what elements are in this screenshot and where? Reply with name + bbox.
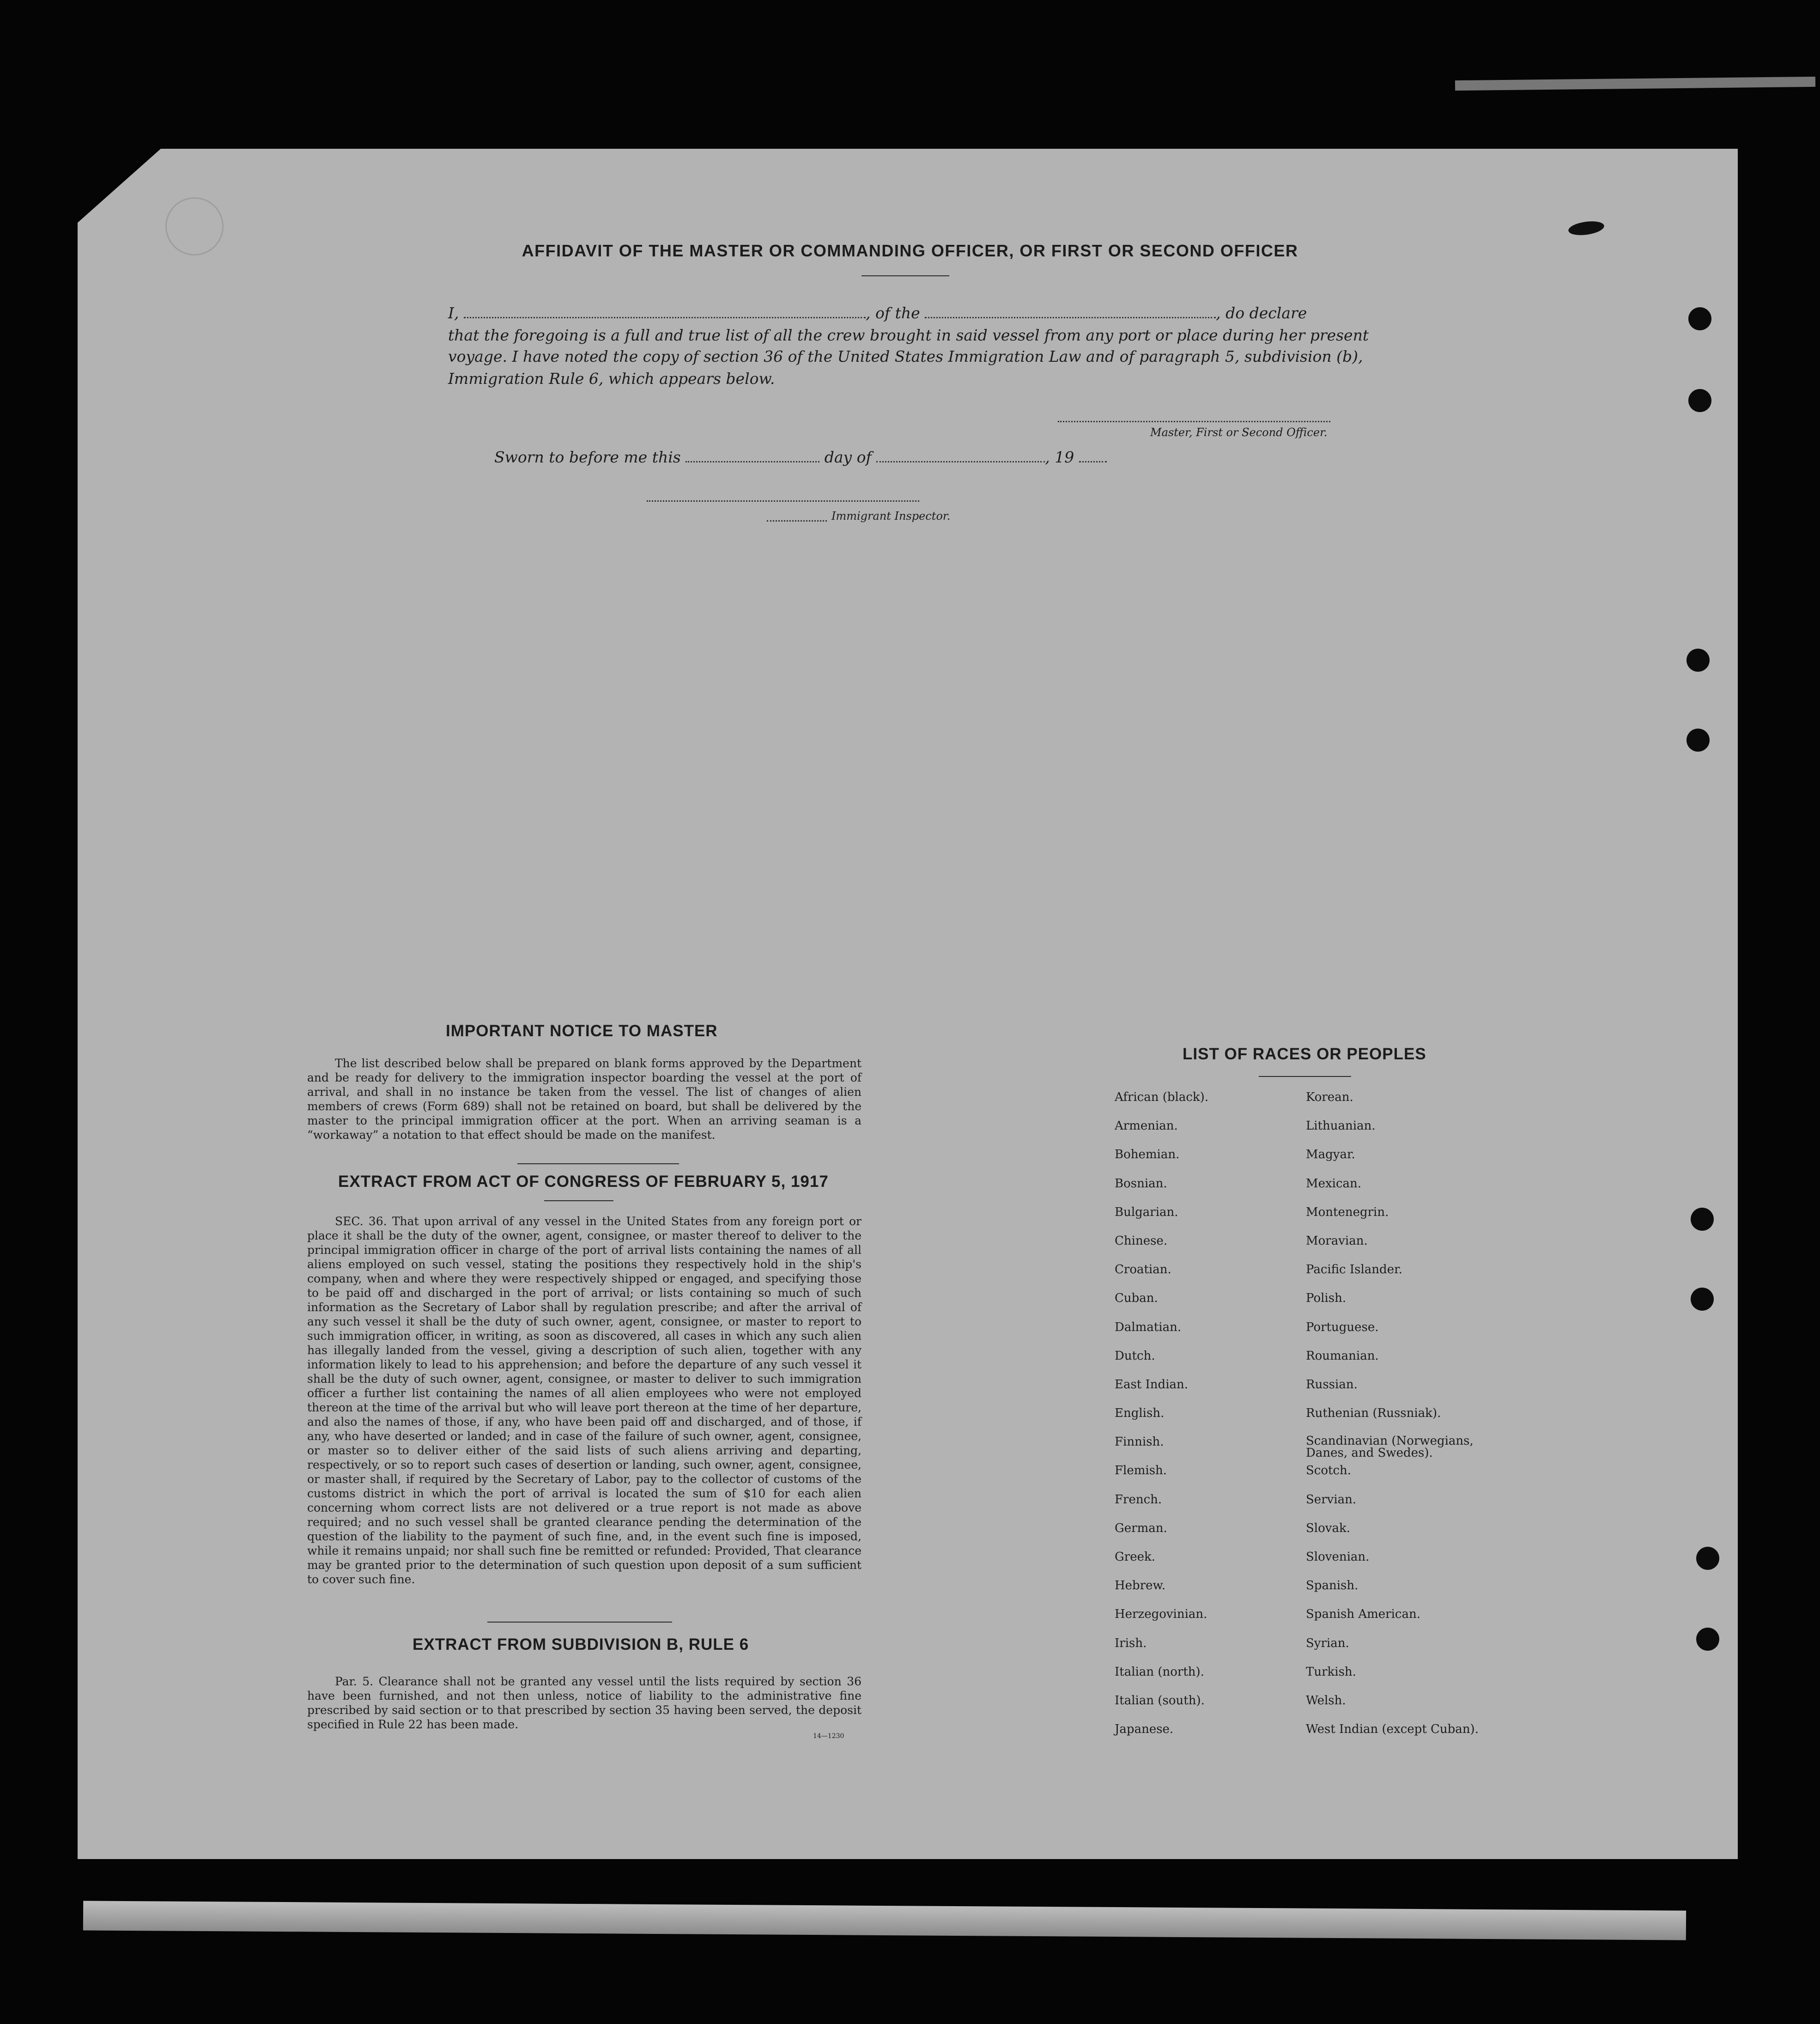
race-item: Greek. [1115,1550,1155,1564]
scan-edge-strip-bottom [83,1901,1686,1940]
affidavit-line-1 [448,304,1363,322]
sworn-line [494,448,1409,466]
race-item: Spanish. [1306,1579,1359,1593]
scan-edge-strip-top [1455,77,1815,91]
inspector-signature-field[interactable] [647,500,919,502]
races-underline [1259,1076,1351,1077]
race-item: Roumanian. [1306,1349,1379,1363]
races-right-column [1306,1090,1486,1751]
race-item: East Indian. [1115,1377,1189,1392]
race-item: Turkish. [1306,1665,1356,1679]
race-item: Flemish. [1115,1464,1167,1478]
of-the-label: , of the [866,304,920,322]
notice-heading: IMPORTANT NOTICE TO MASTER [446,1022,718,1040]
form-number: 14—1230 [813,1732,844,1740]
race-item: Spanish American. [1306,1607,1421,1622]
race-item: Italian (north). [1115,1665,1204,1679]
race-item: French. [1115,1492,1162,1507]
race-item: English. [1115,1406,1165,1421]
affidavit-line-2: that the foregoing is a full and true list of all the crew brought in said vessel from any port or place during her present [448,326,1369,344]
race-item: Slovak. [1306,1521,1350,1535]
races-left-column [1115,1090,1208,1751]
race-item: Russian. [1306,1377,1358,1392]
race-item: German. [1115,1521,1167,1535]
race-item: Finnish. [1115,1435,1164,1449]
sworn-day-field[interactable] [686,461,819,462]
affidavit-title: AFFIDAVIT OF THE MASTER OR COMMANDING OFFICER, OR FIRST OR SECOND OFFICER [522,241,1298,260]
act-divider [487,1622,672,1623]
race-item: Hebrew. [1115,1579,1165,1593]
race-item: Ruthenian (Russniak). [1306,1406,1441,1421]
affidavit-line-3: voyage. I have noted the copy of section 36 of the United States Immigration Law and of paragraph 5, subdivision (b), [448,347,1363,365]
race-item: Mexican. [1306,1176,1362,1191]
race-item: Chinese. [1115,1234,1168,1248]
ink-blot [1567,219,1605,237]
race-item: Armenian. [1115,1119,1178,1133]
race-item: Servian. [1306,1492,1357,1507]
punch-hole-7 [1696,1547,1719,1570]
sworn-day-label: day of [824,448,872,466]
race-item: Montenegrin. [1306,1205,1389,1219]
race-item: Irish. [1115,1636,1147,1650]
race-item: Korean. [1306,1090,1353,1104]
punch-hole-1 [1688,307,1711,330]
race-item: Slovenian. [1306,1550,1370,1564]
race-item: Pacific Islander. [1306,1263,1402,1277]
sworn-month-field[interactable] [876,461,1045,462]
race-item: Croatian. [1115,1263,1171,1277]
race-item: Italian (south). [1115,1693,1205,1708]
rule-body: Par. 5. Clearance shall not be granted any vessel until the lists required by section 36 have been furnished, and not then unless, notice of liability to the administrative fine prescribed by said section or to that prescribed by section 35 having been served, the deposit specified in Rule 22 has been made. [307,1675,861,1731]
act-body: SEC. 36. That upon arrival of any vessel in the United States from any foreign port or place it shall be the duty of the owner, agent, consignee, or master thereof to deliver to the principal immigration officer in charge of the port of arrival lists containing the names of all aliens employed on such vessel, stating the positions they respectively hold in the ship's company, when and where they were respectively shipped or engaged, and specifying those to be paid off and discharged in the port of arrival; or lists containing so much of such information as the Secretary of Labor shall by regulation prescribe; and after the arrival of any such vessel it shall be the duty of such owner, agent, consignee, or master to report to such immigration officer, in writing, as soon as discovered, all cases in which any such alien has illegally landed from the vessel, giving a description of such alien, together with any information likely to lead to his apprehension; and before the departure of any such vessel it shall be the duty of such owner, agent, consignee, or master to deliver to such immigration officer a further list containing the names of all alien employees who were not employed thereon at the time of the arrival but who will leave port thereon at the time of her departure, and also the names of those, if any, who have been paid off and discharged, and of those, if any, who have deserted or landed; and in case of the failure of such owner, agent, consignee, or master so to deliver either of the said lists of such aliens arriving and departing, respectively, or so to report such cases of desertion or landing, such owner, agent, consignee, or master shall, if required by the Secretary of Labor, pay to the collector of customs of the customs district in which the port of arrival is located the sum of $10 for each alien concerning whom correct lists are not delivered or a true report is not made as above required; and no such vessel shall be granted clearance pending the determination of the question of the liability to the payment of such fine, and, in the event such fine is imposed, while it remains unpaid; nor shall such fine be remitted or refunded: Provided, That clearance may be granted prior to the determination of such question upon deposit of a sum sufficient to cover such fine. [307,1215,861,1586]
race-item: Lithuanian. [1306,1119,1376,1133]
punch-hole-6 [1691,1288,1714,1311]
punch-hole-4 [1687,729,1710,752]
race-item: Bohemian. [1115,1148,1180,1162]
act-heading: EXTRACT FROM ACT OF CONGRESS OF FEBRUARY 5, 1917 [338,1173,829,1191]
race-item: Welsh. [1306,1693,1346,1708]
race-item: Scandinavian (Norwegians, Danes, and Swedes). [1306,1434,1474,1460]
race-item: Herzegovinian. [1115,1607,1207,1622]
race-item: Magyar. [1306,1148,1355,1162]
race-item: Japanese. [1115,1722,1174,1737]
race-item: Cuban. [1115,1291,1158,1306]
race-item: Scotch. [1306,1464,1352,1478]
inspector-signature-lead [767,520,827,522]
race-item: Portuguese. [1306,1320,1379,1334]
races-heading: LIST OF RACES OR PEOPLES [1183,1045,1426,1063]
race-item: Dutch. [1115,1349,1155,1363]
notice-body: The list described below shall be prepared on blank forms approved by the Department and be ready for delivery to the immigration inspector boarding the vessel at the port of arrival, and shall in no instance be taken from the vessel. The list of changes of alien members of crews (Form 689) shall not be retained on board, but shall be delivered by the master to the principal immigration officer at the port. When an arriving seaman is a “workaway” a notation to that effect should be made on the manifest. [307,1057,861,1142]
document-page [78,149,1738,1859]
race-item: Bulgarian. [1115,1205,1178,1219]
race-item: African (black). [1115,1090,1209,1104]
race-item: Moravian. [1306,1234,1368,1248]
affidavit-i-label: I, [448,304,459,322]
race-item: Dalmatian. [1115,1320,1182,1334]
punch-hole-8 [1696,1628,1719,1651]
affidavit-line-4: Immigration Rule 6, which appears below. [448,370,775,388]
act-underline [544,1200,613,1201]
notice-divider [517,1163,679,1164]
declare-label: , do declare [1216,304,1307,322]
race-item: Syrian. [1306,1636,1349,1650]
race-item: Polish. [1306,1291,1347,1306]
punch-hole-3 [1687,649,1710,672]
master-signature-field[interactable] [1058,420,1330,422]
master-signature-label: Master, First or Second Officer. [1150,426,1328,439]
race-item: Bosnian. [1115,1176,1167,1191]
vessel-field[interactable] [925,316,1216,318]
rule-heading: EXTRACT FROM SUBDIVISION B, RULE 6 [413,1635,749,1653]
punch-hole-2 [1688,389,1711,412]
title-underline [861,275,949,276]
sworn-year-label: , 19 [1045,448,1074,466]
inspector-label: Immigrant Inspector. [831,510,951,523]
race-item: West Indian (except Cuban). [1306,1722,1479,1737]
sworn-year-field[interactable] [1079,461,1107,462]
sworn-prefix: Sworn to before me this [494,448,681,466]
name-field[interactable] [464,316,866,318]
punch-hole-5 [1691,1208,1714,1231]
